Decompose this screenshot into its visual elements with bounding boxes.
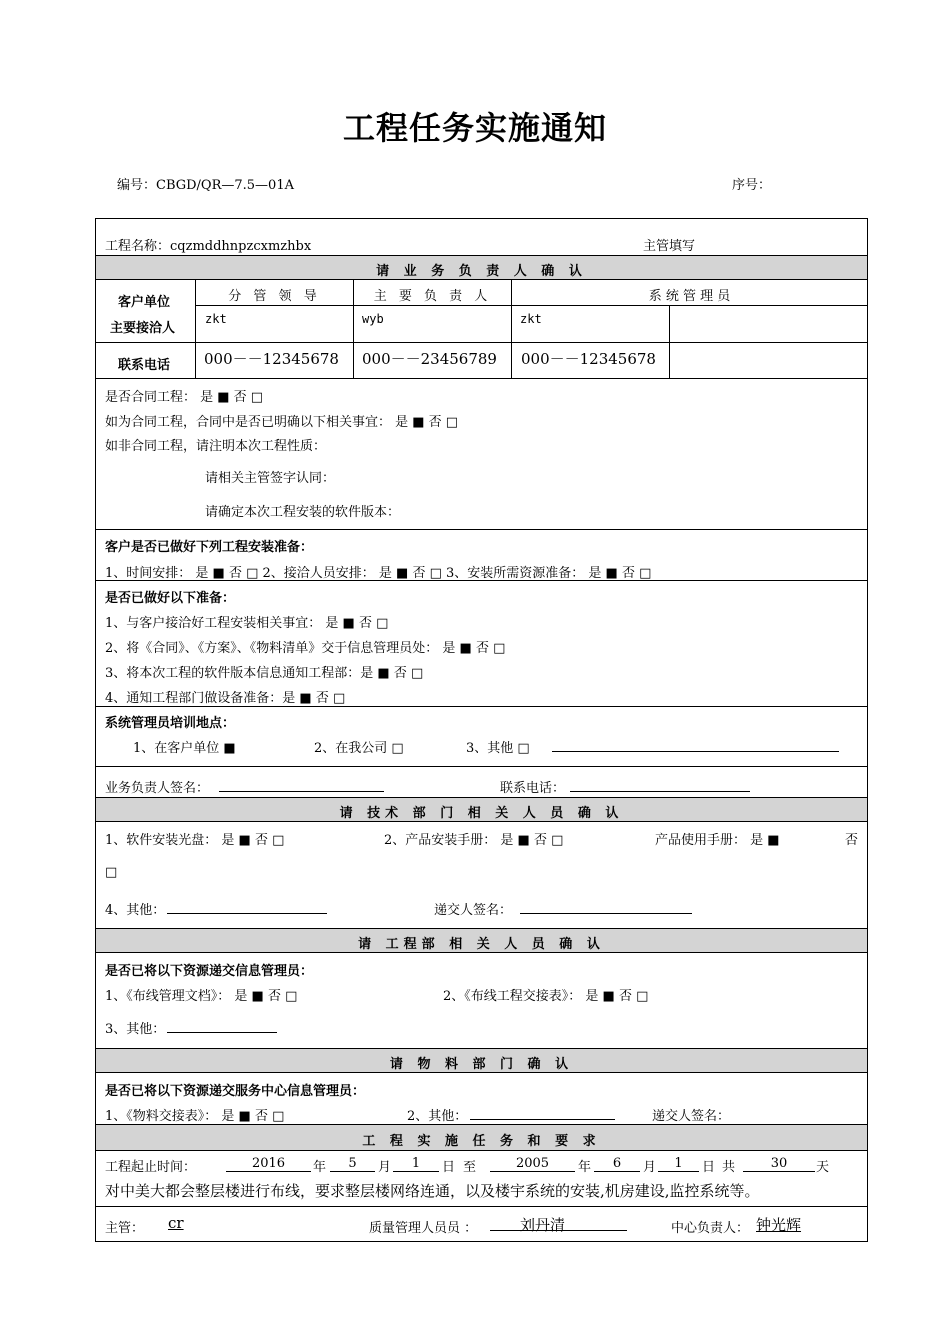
sec1-band-title: 请 业 务 负 责 人 确 认: [376, 264, 587, 279]
business-sign-line: [219, 791, 384, 792]
material-other-line: [470, 1119, 615, 1120]
material-submit-label: 递交人签名：: [652, 1109, 731, 1124]
total-days: 30: [743, 1156, 815, 1172]
unit-month-1: 月: [378, 1160, 392, 1175]
start-month: 5: [330, 1156, 375, 1172]
table-left-border: [95, 218, 96, 1242]
client-prep-line: 1、时间安排： 是 ■ 否 □ 2、接洽人员安排： 是 ■ 否 □ 3、安装所需资源准备： 是 ■ 否 □: [105, 566, 652, 581]
to-label: 至: [463, 1160, 477, 1175]
name-b: wyb: [362, 312, 384, 326]
page-title: 工程任务实施通知: [342, 109, 607, 147]
tech-submit-line: [520, 913, 692, 914]
tech-other-line: [167, 913, 327, 914]
contract-q5: 请确定本次工程安装的软件版本：: [205, 505, 401, 520]
material-other-label: 2、其他：: [407, 1109, 468, 1124]
material-title: 是否已将以下资源递交服务中心信息管理员：: [105, 1084, 366, 1099]
project-name: 工程名称：cqzmddhnpzcxmzhbx: [105, 239, 312, 254]
manager-label: 主管：: [105, 1221, 145, 1236]
sec2-band-title: 请 技术 部 门 相 关 人 员 确 认: [339, 806, 624, 821]
done-prep-4: 4、通知工程部门做设备准备：是 ■ 否 □: [105, 691, 346, 706]
eng-item-1: 1、《布线管理文档》： 是 ■ 否 □: [105, 989, 298, 1004]
unit-day-1: 日: [442, 1160, 456, 1175]
eng-other-label: 3、其他：: [105, 1022, 166, 1037]
sec3-band-title: 请 工程部 相 关 人 员 确 认: [358, 937, 605, 952]
tech-item-2: 2、产品安装手册： 是 ■ 否 □: [384, 833, 564, 848]
total-label: 共: [722, 1160, 736, 1175]
time-label: 工程起止时间：: [105, 1160, 197, 1175]
table-right-border: [867, 218, 868, 1242]
training-option-2: 2、在我公司 □: [314, 741, 404, 756]
done-prep-1: 1、与客户接洽好工程安装相关事宜： 是 ■ 否 □: [105, 616, 389, 631]
center-head-name: 钟光辉: [756, 1216, 802, 1234]
business-phone-label: 联系电话：: [500, 781, 566, 796]
business-phone-line: [570, 791, 750, 792]
contract-q4: 请相关主管签字认同：: [205, 471, 336, 486]
sec4-band-title: 请 物 料 部 门 确 认: [389, 1057, 574, 1072]
contract-q1: 是否合同工程： 是 ■ 否 □: [105, 390, 264, 405]
material-item-1: 1、《物料交接表》： 是 ■ 否 □: [105, 1109, 285, 1124]
start-year: 2016: [226, 1156, 311, 1172]
name-a: zkt: [205, 312, 227, 326]
unit-days: 天: [816, 1160, 830, 1175]
name-c: zkt: [520, 312, 542, 326]
end-day: 1: [658, 1156, 699, 1172]
qa-label: 质量管理人员员 ：: [369, 1221, 478, 1236]
tech-item-1: 1、软件安装光盘： 是 ■ 否 □: [105, 833, 285, 848]
eng-title: 是否已将以下资源递交信息管理员：: [105, 964, 314, 979]
task-description: 对中美大都会整层楼进行布线，要求整层楼网络连通，以及楼宇系统的安装,机房建设,监控系统等。: [105, 1182, 760, 1200]
business-sign-label: 业务负责人签名：: [105, 781, 210, 796]
qa-name: 刘丹清: [490, 1214, 627, 1231]
form-code: 编号：CBGD/QR—7.5—01A: [117, 178, 294, 193]
table-top-border: [95, 218, 868, 219]
eng-other-line: [167, 1032, 277, 1033]
phone-row-label: 联系电话: [118, 358, 171, 373]
sec5-band-title: 工 程 实 施 任 务 和 要 求: [362, 1134, 601, 1149]
done-prep-title: 是否已做好以下准备：: [105, 591, 236, 606]
main-contact-label: 主要接洽人: [110, 321, 176, 336]
eng-item-2: 2、《布线工程交接表》： 是 ■ 否 □: [443, 989, 649, 1004]
client-unit-label: 客户单位: [118, 295, 171, 310]
training-other-line: [552, 751, 839, 752]
center-head-label: 中心负责人：: [671, 1221, 750, 1236]
tech-item-3-no: 否: [845, 833, 859, 848]
tech-item-3: 产品使用手册： 是 ■: [655, 833, 780, 848]
done-prep-2: 2、将《合同》、《方案》、《物料清单》交于信息管理员处： 是 ■ 否 □: [105, 641, 506, 656]
unit-month-2: 月: [643, 1160, 657, 1175]
tech-item-3-no-box: □: [105, 865, 118, 880]
start-day: 1: [393, 1156, 439, 1172]
done-prep-3: 3、将本次工程的软件版本信息通知工程部：是 ■ 否 □: [105, 666, 424, 681]
phone-c: 000－－12345678: [521, 350, 656, 368]
tech-submit-label: 递交人签名：: [434, 903, 513, 918]
unit-day-2: 日: [702, 1160, 716, 1175]
phone-b: 000－－23456789: [362, 350, 497, 368]
end-month: 6: [594, 1156, 640, 1172]
phone-a: 000－－12345678: [204, 350, 339, 368]
training-option-1: 1、在客户单位 ■: [133, 741, 236, 756]
serial-number-label: 序号：: [732, 178, 772, 193]
contract-q2: 如为合同工程，合同中是否已明确以下相关事宜： 是 ■ 否 □: [105, 415, 459, 430]
training-option-3: 3、其他 □: [466, 741, 530, 756]
fill-note: 主管填写: [643, 239, 696, 254]
client-prep-title: 客户是否已做好下列工程安装准备：: [105, 540, 314, 555]
unit-year-2: 年: [578, 1160, 592, 1175]
table-bottom-border: [95, 1241, 868, 1242]
unit-year-1: 年: [313, 1160, 327, 1175]
col-system-admin: 系 统 管 理 员: [648, 289, 731, 304]
col-main-responsible: 主 要 负 责 人: [373, 289, 492, 304]
contract-q3: 如非合同工程，请注明本次工程性质：: [105, 439, 327, 454]
end-year: 2005: [490, 1156, 575, 1172]
col-division-leader: 分 管 领 导: [228, 289, 321, 304]
tech-other-label: 4、其他：: [105, 903, 166, 918]
training-title: 系统管理员培训地点：: [105, 716, 236, 731]
manager-name: cr: [168, 1214, 184, 1232]
